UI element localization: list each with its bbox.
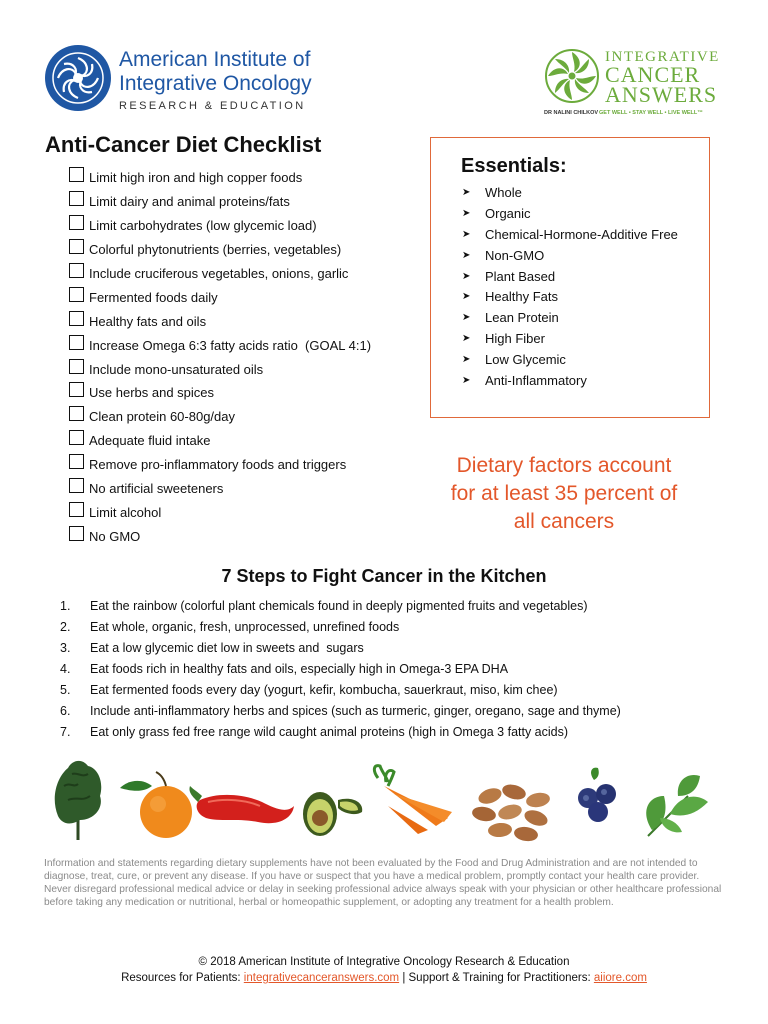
step-item — [60, 679, 621, 700]
checkbox[interactable] — [69, 502, 84, 517]
step-number: 2. — [60, 619, 71, 634]
checkbox[interactable] — [69, 526, 84, 541]
checklist-item-label: Colorful phytonutrients (berries, vegetables) — [89, 242, 342, 258]
arrow-bullet-icon: ➤ — [462, 333, 471, 345]
checklist-item[interactable] — [69, 238, 371, 262]
almonds-icon — [471, 782, 551, 842]
checklist-item[interactable] — [69, 453, 371, 477]
aiio-name-line2: Integrative Oncology — [119, 72, 312, 95]
checklist-item-label: Limit high iron and high copper foods — [89, 170, 303, 186]
checkbox[interactable] — [69, 454, 84, 469]
step-item — [60, 658, 621, 679]
red-pepper-icon — [189, 786, 294, 823]
aiio-name-line1: American Institute of — [119, 48, 311, 71]
checklist-item-label: Use herbs and spices — [89, 385, 215, 401]
checklist-item-label: Healthy fats and oils — [89, 313, 207, 329]
arrow-bullet-icon: ➤ — [462, 291, 471, 303]
step-text: Eat a low glycemic diet low in sweets and sugars — [90, 640, 364, 655]
resources-line — [0, 972, 768, 984]
step-number: 7. — [60, 724, 71, 739]
arrow-bullet-icon: ➤ — [462, 207, 471, 219]
essentials-item — [462, 203, 678, 224]
checkbox[interactable] — [69, 263, 84, 278]
ica-emblem-icon — [544, 48, 600, 104]
copyright-text: © 2018 American Institute of Integrative Oncology Research & Education — [198, 956, 570, 968]
step-item — [60, 700, 621, 721]
checkbox[interactable] — [69, 430, 84, 445]
arrow-bullet-icon: ➤ — [462, 312, 471, 324]
carrots-icon — [374, 766, 452, 834]
diet-checklist — [69, 166, 371, 548]
checklist-item-label: Adequate fluid intake — [89, 433, 211, 449]
checklist-item[interactable] — [69, 405, 371, 429]
checkbox[interactable] — [69, 215, 84, 230]
disclaimer-text: Information and statements regarding dietary supplements have not been evaluated by the Food and Drug Administration and are not intended to diagnose, treat, cure, or prevent any disease. If you have or suspect that you have a medical problem, promptly contact your health care provider. Never disregard professional medical advice or delay in seeking professional advice always speak with your physician or other healthcare professional before taking any medication or nutritional, herbal or homeopathic supplement, or adopting any treatment for a health problem. — [44, 858, 722, 908]
orange-icon — [120, 772, 192, 838]
essentials-item — [462, 328, 678, 349]
checklist-item[interactable] — [69, 381, 371, 405]
essentials-list — [462, 182, 678, 391]
checklist-item-label: Include mono-unsaturated oils — [89, 361, 264, 377]
step-item — [60, 637, 621, 658]
ica-tagline: GET WELL • STAY WELL • LIVE WELL™ — [599, 110, 703, 116]
steps-title: 7 Steps to Fight Cancer in the Kitchen — [221, 566, 547, 586]
ica-word-answers: ANSWERS — [605, 82, 718, 107]
steps-list — [60, 595, 621, 742]
essentials-item — [462, 307, 678, 328]
essentials-item — [462, 286, 678, 307]
callout-line1: Dietary factors account — [456, 454, 672, 477]
arrow-bullet-icon: ➤ — [462, 270, 471, 282]
checkbox[interactable] — [69, 478, 84, 493]
checkbox[interactable] — [69, 359, 84, 374]
step-number: 6. — [60, 703, 71, 718]
essentials-item-label: Lean Protein — [485, 310, 559, 326]
ica-logo — [544, 46, 734, 121]
step-item — [60, 721, 621, 742]
checkbox[interactable] — [69, 167, 84, 182]
arrow-bullet-icon: ➤ — [462, 374, 471, 386]
checklist-item[interactable] — [69, 166, 371, 190]
resources-label: Resources for Patients: — [121, 972, 244, 984]
mint-leaves-icon — [646, 775, 708, 836]
essentials-box — [430, 137, 710, 418]
step-item — [60, 616, 621, 637]
step-text: Eat fermented foods every day (yogurt, kefir, kombucha, sauerkraut, miso, kim chee) — [90, 682, 558, 697]
checklist-item[interactable] — [69, 524, 371, 548]
essentials-item-label: Healthy Fats — [485, 289, 558, 305]
checklist-item[interactable] — [69, 309, 371, 333]
checklist-item[interactable] — [69, 190, 371, 214]
checklist-item-label: No artificial sweeteners — [89, 481, 224, 497]
arrow-bullet-icon: ➤ — [462, 186, 471, 198]
food-strip-image — [48, 756, 720, 842]
checklist-item-label: Clean protein 60-80g/day — [89, 409, 235, 425]
ica-word-cancer: CANCER — [605, 62, 701, 87]
step-number: 4. — [60, 661, 71, 676]
step-text: Eat the rainbow (colorful plant chemicals found in deeply pigmented fruits and vegetables) — [90, 598, 588, 613]
essentials-item — [462, 245, 678, 266]
essentials-item — [462, 182, 678, 203]
aiio-subtitle: RESEARCH & EDUCATION — [119, 100, 306, 112]
checklist-item-label: Limit carbohydrates (low glycemic load) — [89, 218, 317, 234]
checklist-item[interactable] — [69, 429, 371, 453]
checklist-item-label: No GMO — [89, 528, 141, 544]
essentials-item-label: High Fiber — [485, 331, 545, 347]
essentials-item — [462, 370, 678, 391]
step-text: Include anti-inflammatory herbs and spices (such as turmeric, ginger, oregano, sage and thyme) — [90, 703, 621, 718]
step-text: Eat only grass fed free range wild caught animal proteins (high in Omega 3 fatty acids) — [90, 724, 569, 739]
essentials-title: Essentials: — [461, 155, 567, 177]
aiio-name — [119, 48, 312, 96]
checklist-item[interactable] — [69, 477, 371, 501]
aiio-emblem-icon — [44, 44, 112, 112]
checklist-title: Anti-Cancer Diet Checklist — [45, 132, 322, 157]
checkbox[interactable] — [69, 406, 84, 421]
checklist-item[interactable] — [69, 214, 371, 238]
blueberries-icon — [578, 768, 616, 822]
essentials-item-label: Non-GMO — [485, 247, 545, 263]
essentials-item — [462, 349, 678, 370]
checklist-item[interactable] — [69, 500, 371, 524]
checklist-item-label: Remove pro-inflammatory foods and triggers — [89, 457, 347, 473]
checklist-item[interactable] — [69, 262, 371, 286]
dietary-factors-callout — [430, 452, 698, 536]
step-number: 1. — [60, 598, 71, 613]
essentials-item-label: Anti-Inflammatory — [485, 372, 587, 388]
checklist-item[interactable] — [69, 357, 371, 381]
essentials-item-label: Organic — [485, 205, 531, 221]
step-item — [60, 595, 621, 616]
checklist-item-label: Increase Omega 6:3 fatty acids ratio (GOAL 4:1) — [89, 337, 372, 353]
essentials-item-label: Plant Based — [485, 268, 556, 284]
avocado-icon — [303, 792, 362, 836]
essentials-item-label: Whole — [485, 184, 522, 200]
essentials-item-label: Low Glycemic — [485, 352, 566, 368]
checklist-item-label: Limit alcohol — [89, 504, 162, 520]
essentials-item-label: Chemical-Hormone-Additive Free — [485, 226, 678, 242]
checkbox[interactable] — [69, 239, 84, 254]
checklist-item[interactable] — [69, 333, 371, 357]
callout-line2: for at least 35 percent of — [450, 482, 678, 505]
checkbox[interactable] — [69, 191, 84, 206]
arrow-bullet-icon: ➤ — [462, 228, 471, 240]
practitioners-link[interactable]: aiiore.com — [593, 972, 647, 984]
callout-line3: all cancers — [513, 510, 615, 533]
essentials-item — [462, 224, 678, 245]
ica-word-integrative: INTEGRATIVE — [605, 49, 720, 65]
step-number: 5. — [60, 682, 71, 697]
checklist-item-label: Limit dairy and animal proteins/fats — [89, 194, 290, 210]
arrow-bullet-icon: ➤ — [462, 354, 471, 366]
checklist-item-label: Fermented foods daily — [89, 289, 218, 305]
checkbox[interactable] — [69, 335, 84, 350]
essentials-item — [462, 266, 678, 287]
checkbox[interactable] — [69, 382, 84, 397]
patients-link[interactable]: integrativecanceranswers.com — [243, 972, 400, 984]
checklist-item[interactable] — [69, 285, 371, 309]
practitioners-label: | Support & Training for Practitioners: — [399, 972, 594, 984]
step-number: 3. — [60, 640, 71, 655]
step-text: Eat whole, organic, fresh, unprocessed, unrefined foods — [90, 619, 400, 634]
ica-author: DR NALINI CHILKOV — [544, 110, 599, 116]
checklist-item-label: Include cruciferous vegetables, onions, garlic — [89, 266, 349, 281]
checkbox[interactable] — [69, 287, 84, 302]
checkbox[interactable] — [69, 311, 84, 326]
kale-icon — [55, 761, 102, 840]
aiio-logo — [44, 44, 344, 116]
step-text: Eat foods rich in healthy fats and oils, especially high in Omega-3 EPA DHA — [90, 661, 509, 676]
arrow-bullet-icon: ➤ — [462, 249, 471, 261]
